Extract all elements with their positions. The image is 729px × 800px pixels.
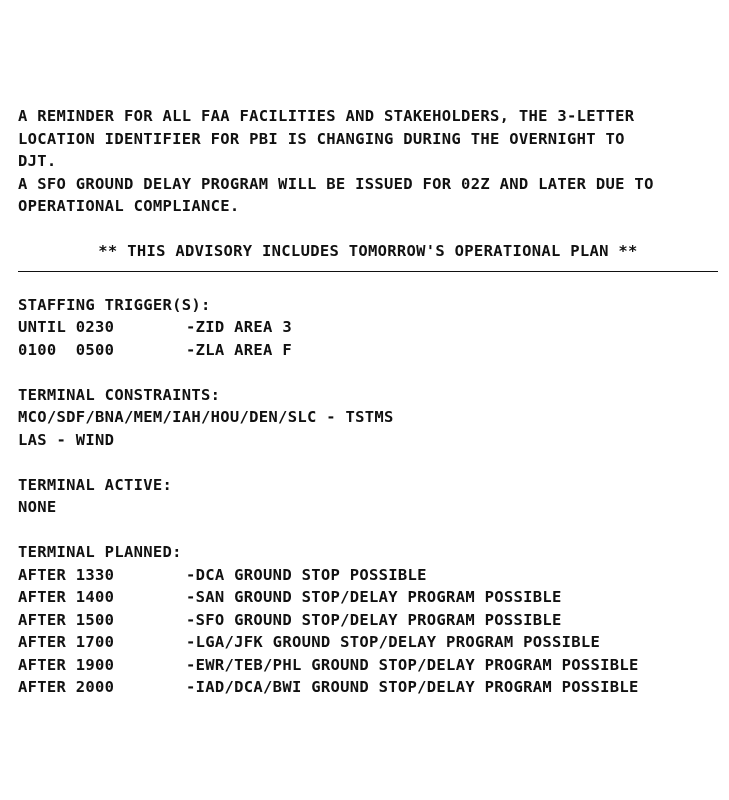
section-heading: STAFFING TRIGGER(S):	[18, 295, 211, 314]
row-time: AFTER 1500	[18, 610, 115, 629]
advisory-document	[18, 105, 718, 699]
row-item: -ZLA AREA F	[186, 340, 292, 359]
row-item: -SAN GROUND STOP/DELAY PROGRAM POSSIBLE	[186, 588, 562, 606]
row-time: AFTER 1900	[18, 655, 115, 674]
row-time: UNTIL 0230	[18, 318, 115, 336]
planned-section	[18, 541, 718, 699]
section-heading: TERMINAL ACTIVE:	[18, 475, 173, 494]
row-time: AFTER 1700	[18, 633, 115, 651]
active-section	[18, 474, 718, 519]
intro-line: DJT.	[18, 152, 57, 170]
divider	[18, 271, 718, 272]
section-heading: TERMINAL PLANNED:	[18, 543, 182, 561]
intro-section	[18, 105, 718, 218]
row-item: -EWR/TEB/PHL GROUND STOP/DELAY PROGRAM POSSIBLE	[186, 655, 639, 674]
staffing-row	[18, 316, 718, 339]
planned-row	[18, 654, 718, 677]
intro-line: A SFO GROUND DELAY PROGRAM WILL BE ISSUED FOR 02Z AND LATER DUE TO	[18, 174, 654, 193]
planned-row	[18, 676, 718, 699]
row-time: AFTER 1330	[18, 565, 115, 584]
intro-line: OPERATIONAL COMPLIANCE.	[18, 197, 240, 215]
constraints-section	[18, 384, 718, 452]
spacer	[18, 361, 718, 384]
intro-line: LOCATION IDENTIFIER FOR PBI IS CHANGING DURING THE OVERNIGHT TO	[18, 129, 625, 148]
row-time: 0100 0500	[18, 340, 115, 359]
planned-row	[18, 564, 718, 587]
row-item: -SFO GROUND STOP/DELAY PROGRAM POSSIBLE	[186, 610, 562, 629]
constraint-line: MCO/SDF/BNA/MEM/IAH/HOU/DEN/SLC - TSTMS	[18, 408, 394, 426]
row-item: -IAD/DCA/BWI GROUND STOP/DELAY PROGRAM POSSIBLE	[186, 678, 639, 696]
planned-row	[18, 586, 718, 609]
spacer	[18, 451, 718, 474]
planned-row	[18, 631, 718, 654]
intro-line: A REMINDER FOR ALL FAA FACILITIES AND STAKEHOLDERS, THE 3-LETTER	[18, 107, 635, 125]
staffing-row	[18, 339, 718, 362]
spacer	[18, 519, 718, 542]
row-time: AFTER 1400	[18, 588, 115, 606]
row-item: -DCA GROUND STOP POSSIBLE	[186, 565, 427, 584]
row-time: AFTER 2000	[18, 678, 115, 696]
spacer	[18, 218, 718, 241]
constraint-line: LAS - WIND	[18, 430, 115, 449]
row-item: -LGA/JFK GROUND STOP/DELAY PROGRAM POSSIBLE	[186, 633, 601, 651]
row-item: -ZID AREA 3	[186, 318, 292, 336]
planned-row	[18, 609, 718, 632]
staffing-section	[18, 294, 718, 362]
section-heading: TERMINAL CONSTRAINTS:	[18, 385, 221, 404]
active-value: NONE	[18, 498, 57, 516]
advisory-banner: ** THIS ADVISORY INCLUDES TOMORROW'S OPERATIONAL PLAN **	[98, 242, 638, 260]
